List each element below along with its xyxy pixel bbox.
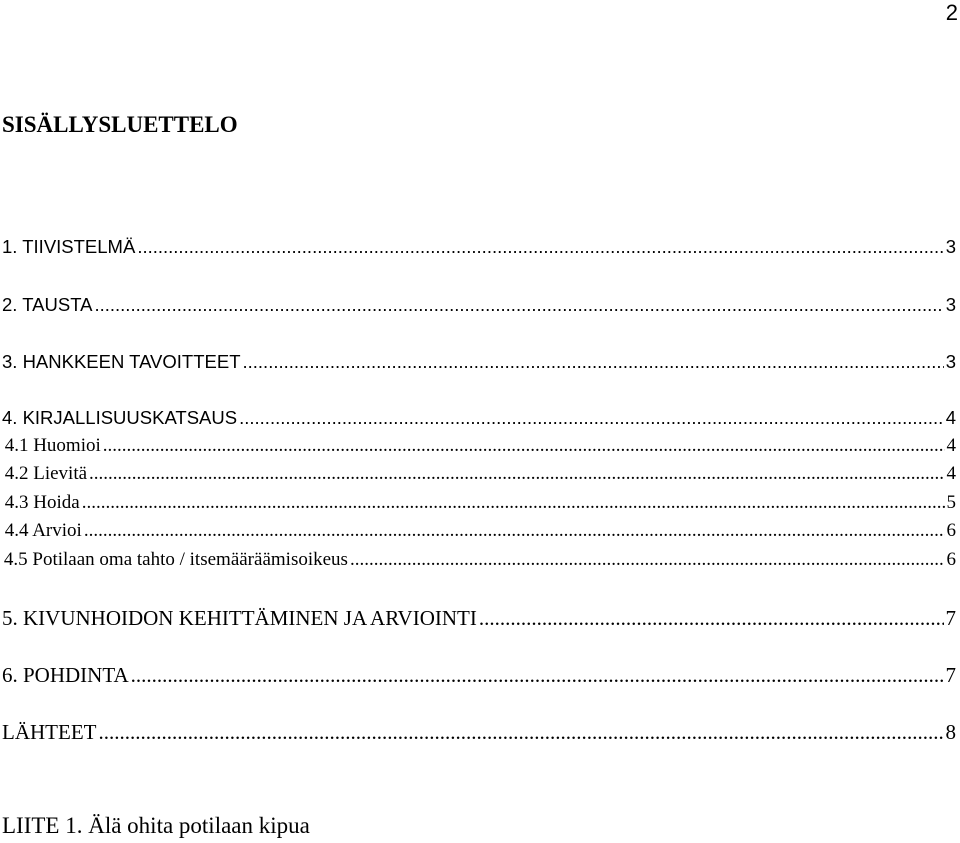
toc-entry-page: 3	[945, 236, 956, 257]
toc-entry-page: 6	[946, 520, 956, 541]
dot-leader	[89, 461, 944, 487]
dot-leader	[82, 490, 945, 516]
toc-entry-label: 6. POHDINTA	[2, 663, 129, 687]
toc-entry-hankkeen-tavoitteet[interactable]	[2, 349, 956, 375]
dot-leader	[243, 349, 944, 375]
dot-leader	[131, 662, 944, 688]
toc-entry-page: 5	[946, 492, 956, 513]
toc-entry-page: 7	[945, 663, 956, 687]
toc-entry-pohdinta[interactable]	[2, 662, 956, 688]
page-title: SISÄLLYSLUETTELO	[2, 112, 238, 137]
toc-entry-label: 2. TAUSTA	[2, 294, 93, 315]
dot-leader	[239, 405, 944, 431]
dot-leader	[94, 292, 943, 318]
toc-entry-label: 4.2 Lievitä	[4, 463, 88, 484]
toc-entry-tausta[interactable]	[2, 292, 956, 318]
dot-leader	[84, 518, 945, 544]
toc-entry-page: 4	[946, 435, 956, 456]
page-number: 2	[945, 0, 958, 25]
toc-entry-label: 5. KIVUNHOIDON KEHITTÄMINEN JA ARVIOINTI	[2, 606, 477, 630]
dot-leader	[103, 433, 945, 459]
toc-entry-label: 4.3 Hoida	[4, 492, 80, 513]
toc-entry-label: LÄHTEET	[2, 720, 97, 744]
dot-leader	[137, 234, 943, 260]
toc-entry-potilaan-oma-tahto[interactable]	[2, 547, 956, 573]
toc-entry-page: 7	[945, 606, 956, 630]
toc-entry-page: 6	[946, 549, 956, 570]
dot-leader	[350, 547, 945, 573]
toc-entry-tiivistelma[interactable]	[2, 234, 956, 260]
toc-entry-page: 8	[945, 720, 956, 744]
toc-entry-label: 4.4 Arvioi	[4, 520, 82, 541]
toc-entry-label: 1. TIIVISTELMÄ	[2, 236, 136, 257]
toc-entry-huomioi[interactable]	[2, 433, 956, 459]
toc-entry-kivunhoidon-kehittaminen[interactable]	[2, 605, 956, 631]
toc-entry-arvioi[interactable]	[2, 518, 956, 544]
toc-entry-page: 4	[946, 463, 956, 484]
toc-entry-lahteet[interactable]	[2, 719, 956, 745]
toc-entry-page: 3	[945, 351, 956, 372]
toc-entry-label: 3. HANKKEEN TAVOITTEET	[2, 351, 241, 372]
toc-entry-lievita[interactable]	[2, 461, 956, 487]
toc-entry-label: 4. KIRJALLISUUSKATSAUS	[2, 407, 238, 428]
dot-leader	[98, 719, 943, 745]
toc-entry-kirjallisuuskatsaus[interactable]	[2, 405, 956, 431]
toc-entry-hoida[interactable]	[2, 490, 956, 516]
toc-entry-label: 4.5 Potilaan oma tahto / itsemääräämisoikeus	[3, 549, 348, 570]
toc-entry-page: 3	[945, 294, 956, 315]
toc-entry-page: 4	[945, 407, 956, 428]
toc-entry-label: 4.1 Huomioi	[4, 435, 101, 456]
appendix-title: LIITE 1. Älä ohita potilaan kipua	[2, 813, 310, 838]
dot-leader	[479, 605, 944, 631]
